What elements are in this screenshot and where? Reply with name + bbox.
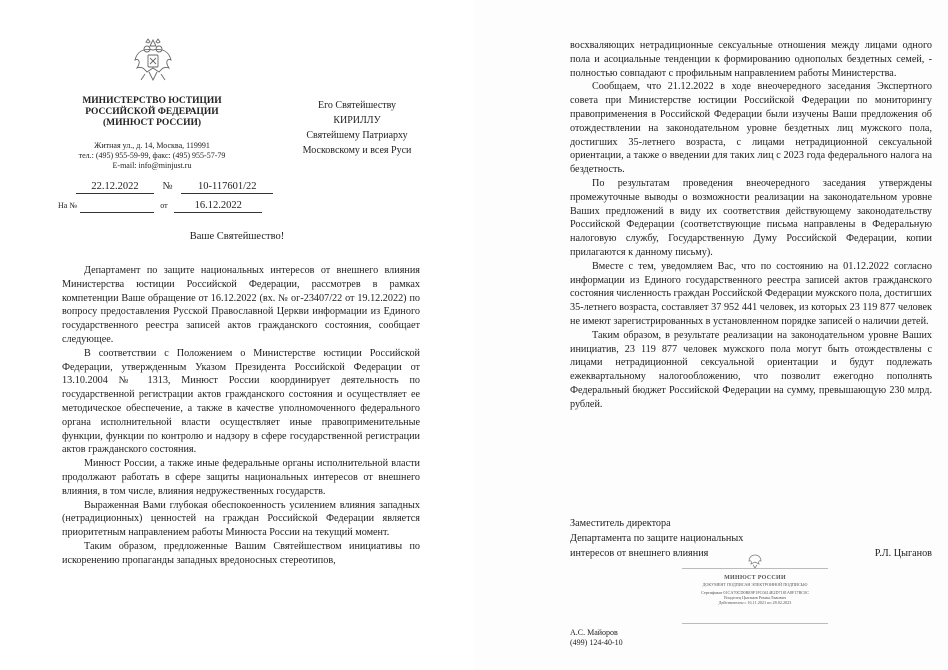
paragraph: Вместе с тем, уведомляем Вас, что по состоянию на 01.12.2022 согласно информации из Единого государственного реестра записей актов гражданского состояния численность граждан Российской Федерации мужского пола, достигших 35-летнего возраста, составляет 37 952 441 человек, из которых 23 119 877 человек не имеют зарегистрированных в установленном порядке записей о наличии детей.: [570, 260, 933, 327]
ministry-address: [54, 141, 250, 171]
stamp-caption: ДОКУМЕНТ ПОДПИСАН ЭЛЕКТРОННОЙ ПОДПИСЬЮ: [702, 582, 808, 587]
outgoing-number: 10-117601/22: [181, 181, 273, 194]
paragraph: Сообщаем, что 21.12.2022 в ходе внеочередного заседания Экспертного совета при Министерстве юстиции Российской Федерации по мониторингу правоприменения в Российской Федерации были изучены Ваши предложения об отождествлении на законодательном уровне бездетных лиц мужского пола, достигших 35-летнего возраста, с лицами нетрадиционной сексуальной ориентации, а также о введении для таких лиц с 2023 года федерального налога на бездетность.: [570, 81, 932, 176]
stamp-validity: Действителен с 16.11.2021 по 28.02.2023: [718, 600, 792, 605]
paragraph: Таким образом, в результате реализации на законодательном уровне Ваших инициатив, 23 119 877 человек мужского пола могут быть отождествлены с лицами нетрадиционной сексуальной ориентации и будут подлежать ежеквартальному налогообложению, что позволит ежегодно пополнять Федеральный бюджет Российской Федерации на сумму, превышающую 230 млрд. рублей.: [570, 329, 932, 410]
recipient-line-3: Святейшему Патриарху: [306, 130, 408, 141]
letter-body-page-1: [62, 264, 420, 568]
signer-name: Р.Л. Цыганов: [874, 548, 932, 559]
signer-title-line-2: Департамента по защите национальных: [570, 533, 744, 544]
incoming-reference: [58, 200, 262, 213]
stamp-emblem-icon: [748, 553, 762, 569]
executor-block: [570, 628, 623, 648]
paragraph: Минюст России, а также иные федеральные органы исполнительной власти продолжают работать в сфере защиты национальных интересов от внешнего влияния, в том числе, влияния недружественных государств.: [62, 458, 420, 497]
stamp-certificate: Сертификат 01CA70CD0BE9F1FC0414E2D7181A8F17BC0C: [701, 590, 809, 595]
ministry-line-1: МИНИСТЕРСТВО ЮСТИЦИИ: [82, 96, 222, 106]
coat-of-arms-icon: [133, 38, 173, 84]
paragraph: Выраженная Вами глубокая обеспокоенность усилением влияния западных (нетрадиционных) ценностей на граждан Российской Федерации является приоритетным направлением работы Минюста России на текущий момент.: [62, 499, 420, 539]
electronic-signature-stamp: [682, 568, 828, 624]
letter-body-page-2: [570, 39, 932, 412]
paragraph: Таким образом, предложенные Вашим Святейшеством инициативы по искоренению пропаганды западных вредоносных стереотипов,: [62, 540, 420, 566]
ministry-line-3: (МИНЮСТ РОССИИ): [102, 118, 202, 128]
stamp-owner: Владелец Цыганов Роман Львович: [724, 595, 786, 600]
stamp-details: [682, 590, 828, 605]
outgoing-date: 22.12.2022: [76, 181, 154, 194]
signer-title-line-1: Заместитель директора: [570, 518, 671, 529]
executor-name: А.С. Майоров: [570, 628, 618, 637]
number-label: №: [162, 181, 173, 192]
recipient-line-2: КИРИЛЛУ: [333, 115, 381, 126]
signer-title-line-3: интересов от внешнего влияния: [570, 548, 709, 559]
paragraph: По результатам проведения внеочередного заседания утверждены промежуточные выводы о возможности реализации на законодательном уровне Ваших предложений в виду их соответствия действующему законодательству Российской Федерации (соответствующие письма направлены в Федеральную налоговую службу, Государственную Думу Российской Федерации, копии прилагаются к данному письму).: [570, 177, 932, 258]
stamp-org: МИНЮСТ РОССИИ: [724, 575, 786, 581]
salutation: Ваше Святейшество!: [189, 231, 285, 242]
ministry-name: [62, 96, 242, 129]
paragraph: восхваляющих нетрадиционные сексуальные отношения между лицами одного пола и асоциальные тенденции к формированию однополых бездетных семей, - полностью совпадают с профильным направлением работы Министерства.: [570, 40, 932, 79]
recipient-line-4: Московскому и всея Руси: [302, 145, 412, 156]
reference-label: На №: [58, 201, 77, 210]
recipient-line-1: Его Святейшеству: [317, 100, 397, 111]
ministry-line-2: РОССИЙСКОЙ ФЕДЕРАЦИИ: [85, 107, 219, 117]
reference-number-blank: [80, 200, 154, 213]
paragraph: Департамент по защите национальных интересов от внешнего влияния Министерства юстиции Российской Федерации, рассмотрев в рамках компетенции Ваше обращение от 16.12.2022 (вх. № ог-23407/22 от 19.12.2022) по вопросу предоставления Русской Православной Церкви информации из Единого государственного реестра записей актов гражданского состояния, сообщает следующее.: [62, 265, 420, 345]
recipient-block: [282, 98, 432, 158]
outgoing-registration: [76, 181, 273, 194]
executor-phone: (499) 124-40-10: [570, 638, 623, 647]
from-label: от: [160, 201, 168, 210]
email-line: E-mail: info@minjust.ru: [112, 161, 192, 170]
reference-date: 16.12.2022: [174, 200, 262, 213]
phone-line: тел.: (495) 955-59-99, факс: (495) 955-57-79: [78, 151, 226, 160]
paragraph: В соответствии с Положением о Министерстве юстиции Российской Федерации, утвержденным Указом Президента Российской Федерации от 13.10.2004 № 1313, Минюст России координирует деятельность по государственной регистрации актов гражданского состояния и осуществляет ее методическое обеспечение, а также в качестве уполномоченного федерального органа исполнительной власти осуществляет иные правоприменительные функции, функции по контролю и надзору в сфере государственной регистрации актов гражданского состояния.: [62, 347, 420, 456]
address-line: Житная ул., д. 14, Москва, 119991: [94, 141, 210, 150]
